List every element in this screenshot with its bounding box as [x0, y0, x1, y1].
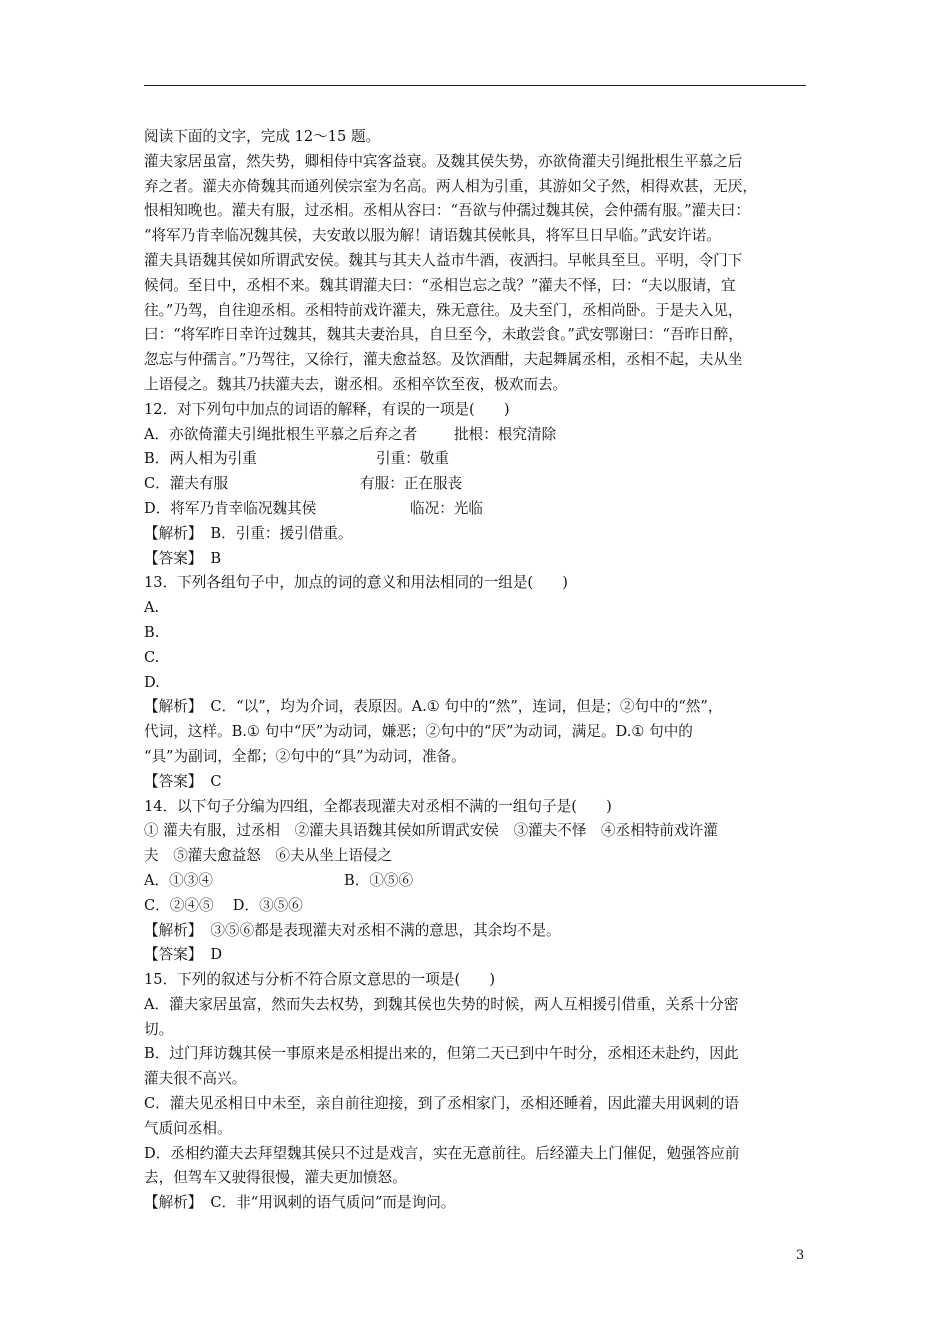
option-line: 灌夫很不高兴。 [144, 1070, 247, 1088]
question-15 [144, 968, 808, 1216]
passage-line: 弃之者。灌夫亦倚魏其而通列侯宗室为名高。两人相为引重，其游如父子然，相得欢甚，无厌， [144, 177, 757, 195]
passage-line: 曰：“将军昨日幸许过魏其，魏其夫妻治具，自旦至今，未敢尝食。”武安鄂谢曰：“吾昨日醉， [144, 326, 743, 344]
option-a: A．①③④ [144, 871, 213, 889]
analysis-label: 【解析】 [144, 524, 203, 542]
option-row-ab [144, 869, 808, 894]
analysis-label: 【解析】 [144, 1194, 203, 1212]
analysis-line [144, 695, 808, 720]
option-c [144, 472, 808, 497]
analysis-line [144, 919, 808, 944]
passage-line: 上语侵之。魏其乃扶灌夫去，谢丞相。丞相卒饮至夜，极欢而去。 [144, 375, 568, 393]
answer-label: 【答案】 [144, 772, 203, 790]
analysis-line: “具”为副词，全都；②句中的“具”为动词，准备。 [144, 747, 466, 765]
option-line: D．丞相约灌夫去拜望魏其侯只不过是戏言，实在无意前往。后经灌夫上门催促，勉强答应前 [144, 1144, 740, 1162]
option-d: D. [144, 673, 160, 691]
analysis-label: 【解析】 [144, 921, 203, 939]
passage-line: 灌夫具语魏其侯如所谓武安侯。魏其与其夫人益市牛酒，夜洒扫。早帐具至旦。平明，令门下 [144, 251, 743, 269]
passage-line: 往。”乃驾，自往迎丞相。丞相特前戏许灌夫，殊无意往。及夫至门，丞相尚卧。于是夫入见， [144, 301, 743, 319]
passage [144, 150, 808, 398]
option-d [144, 497, 808, 522]
option-sentence: A．亦欲倚灌夫引绳批根生平慕之后弃之者 [144, 425, 418, 443]
question-stem: 12．对下列句中加点的词语的解释，有误的一项是( ) [144, 400, 510, 418]
analysis-text: ③⑤⑥都是表现灌夫对丞相不满的意思，其余均不是。 [210, 921, 561, 939]
answer-line [144, 770, 808, 795]
option-line: A．灌夫家居虽富，然而失去权势，到魏其侯也失势的时候，两人互相援引借重，关系十分密 [144, 995, 739, 1013]
answer-label: 【答案】 [144, 549, 203, 567]
document-body [144, 125, 808, 1216]
question-14 [144, 795, 808, 969]
option-line: C．灌夫见丞相日中未至，亲自前往迎接，到了丞相家门，丞相还睡着，因此灌夫用讽刺的语 [144, 1095, 739, 1113]
passage-line: “将军乃肯幸临况魏其侯，夫安敢以服为解！请语魏其侯帐具，将军旦日早临。”武安许诺。 [144, 227, 721, 245]
item-line: 夫 ⑤灌夫愈益怒 ⑥夫从坐上语侵之 [144, 847, 393, 865]
option-row-cd: C．②④⑤ D．③⑤⑥ [144, 896, 303, 914]
question-stem: 14．以下句子分编为四组，全都表现灌夫对丞相不满的一组句子是( ) [144, 797, 612, 815]
answer-line [144, 547, 808, 572]
analysis-text: C．非“用讽刺的语气质问”而是询问。 [210, 1194, 456, 1212]
passage-line: 候伺。至日中，丞相不来。魏其谓灌夫曰：“丞相岂忘之哉？”灌夫不怿，曰：“夫以服请，宜 [144, 276, 736, 294]
analysis-line: 代词，这样。B.① 句中“厌”为动词，嫌恶；②句中的“厌”为动词，满足。D.① 句中的 [144, 723, 693, 741]
answer-text: C [210, 772, 222, 790]
option-sentence: C．灌夫有服 [144, 475, 229, 493]
answer-text: D [210, 946, 223, 964]
option-explain: 有服：正在服丧 [360, 475, 463, 493]
question-stem: 13．下列各组句子中，加点的词的意义和用法相同的一组是( ) [144, 574, 568, 592]
analysis-line [144, 522, 808, 547]
option-line: 切。 [144, 1020, 174, 1038]
option-b: B. [144, 623, 160, 641]
option-line: 去，但驾车又驶得很慢，灌夫更加愤怒。 [144, 1169, 407, 1187]
passage-line: 恨相知晚也。灌夫有服，过丞相。丞相从容曰：“吾欲与仲孺过魏其侯，会仲孺有服。”灌夫曰： [144, 202, 750, 220]
passage-line: 忽忘与仲孺言。”乃驾往，又徐行，灌夫愈益怒。及饮酒酣，夫起舞属丞相，丞相不起，夫从坐 [144, 351, 743, 369]
intro-line: 阅读下面的文字，完成 12～15 题。 [144, 128, 381, 145]
answer-text: B [210, 549, 222, 567]
analysis-text: C．“以”，均为介词，表原因。A.① 句中的“然”，连词，但是；②句中的“然”， [210, 698, 723, 716]
option-line: 气质问丞相。 [144, 1119, 232, 1137]
question-stem: 15．下列的叙述与分析不符合原文意思的一项是( ) [144, 971, 496, 989]
answer-line [144, 943, 808, 968]
option-explain: 批根：根究清除 [454, 425, 557, 443]
question-13 [144, 571, 808, 794]
passage-line: 灌夫家居虽富，然失势，卿相侍中宾客益衰。及魏其侯失势，亦欲倚灌夫引绳批根生平慕之后 [144, 152, 743, 170]
page-number: 3 [796, 1248, 805, 1263]
option-a [144, 423, 808, 448]
option-a: A. [144, 599, 160, 617]
option-line: B．过门拜访魏其侯一事原来是丞相提出来的，但第二天已到中午时分，丞相还未赴约，因此 [144, 1045, 739, 1063]
answer-label: 【答案】 [144, 946, 203, 964]
question-12 [144, 398, 808, 572]
option-explain: 引重：敬重 [376, 450, 449, 468]
header-rule [144, 85, 806, 86]
analysis-line [144, 1191, 808, 1216]
analysis-label: 【解析】 [144, 698, 203, 716]
option-b: B．①⑤⑥ [344, 871, 414, 889]
option-sentence: B．两人相为引重 [144, 450, 257, 468]
option-sentence: D．将军乃肯幸临况魏其侯 [144, 499, 317, 517]
item-line: ① 灌夫有服，过丞相 ②灌夫具语魏其侯如所谓武安侯 ③灌夫不怿 ④丞相特前戏许灌 [144, 822, 718, 840]
option-c: C. [144, 648, 160, 666]
analysis-text: B．引重：援引借重。 [210, 524, 353, 542]
option-b [144, 447, 808, 472]
option-explain: 临况：光临 [410, 499, 483, 517]
